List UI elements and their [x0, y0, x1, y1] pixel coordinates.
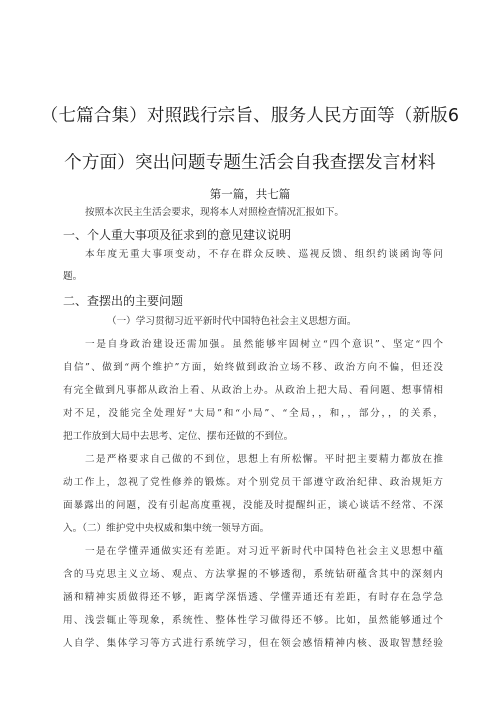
- paragraph-line: 把工作放到大局中去思考、定位、摆布还做的不到位。: [63, 431, 294, 442]
- paragraph-line: 入。（二）维护党中央权威和集中统一领导方面。: [63, 523, 270, 534]
- paragraph-line: 一是自身政治建设还需加强。虽然能够牢固树立“四个意识”、坚定“四个: [85, 339, 443, 350]
- paragraph-line: 自信”、做到“两个维护”方面，始终做到政治立场不移、政治方向不偏，但还没: [63, 362, 443, 373]
- section-2-subheading: （一）学习贯彻习近平新时代中国特色社会主义思想方面。: [107, 316, 357, 327]
- paragraph-line: 动工作上，忽视了党性修养的锻炼。对个别党员干部遵守政治纪律、政治规矩方: [63, 477, 443, 488]
- paragraph-line: 有完全做到凡事都从政治上看、从政治上办。从政治上把大局、看问题、想事情相: [63, 385, 443, 396]
- paragraph-line: 二是严格要求自己做的不到位，思想上有所松懈。平时把主要精力都放在推: [85, 454, 443, 465]
- intro-paragraph: 按照本次民主生活会要求，现将本人对照检查情况汇报如下。: [85, 207, 345, 218]
- section-1-body-line: 本年度无重大事项变动，不存在群众反映、巡视反馈、组织约谈函询等问: [85, 249, 443, 260]
- section-1-body-line: 题。: [63, 271, 83, 282]
- section-2-heading: 二、查摆出的主要问题: [63, 294, 184, 308]
- document-title-line-1: （七篇合集）对照践行宗旨、服务人民方面等（新版6: [40, 106, 460, 126]
- paragraph-line: 涵和精神实质做得还不够，距离学深悟透、学懂弄通还有差距，有时存在急学急: [63, 592, 443, 603]
- paragraph-line: 面暴露出的问题，没有引起高度重视，没能及时提醒纠正，谈心谈话不经常、不深: [63, 500, 443, 511]
- paragraph-line: 一是在学懂弄通做实还有差距。对习近平新时代中国特色社会主义思想中蕴: [85, 546, 443, 557]
- paragraph-line: 含的马克思主义立场、观点、方法掌握的不够透彻，系统钻研蕴含其中的深刻内: [63, 569, 443, 580]
- section-1-heading: 一、个人重大事项及征求到的意见建议说明: [63, 228, 292, 242]
- part-subtitle: 第一篇，共七篇: [209, 187, 291, 201]
- paragraph-line: 人自学、集体学习等方式进行系统学习，但在领会感悟精神内核、汲取智慧经验: [63, 638, 443, 649]
- paragraph-line: 用、浅尝辄止等现象，系统性、整体性学习做得还不够。比如，虽然能够通过个: [63, 615, 443, 626]
- paragraph-line: 对不足，没能完全处理好“大局”和“小局”、“全局，，和，，部分，，的关系，: [63, 408, 443, 419]
- document-title-line-2: 个方面）突出问题专题生活会自我查摆发言材料: [64, 153, 436, 173]
